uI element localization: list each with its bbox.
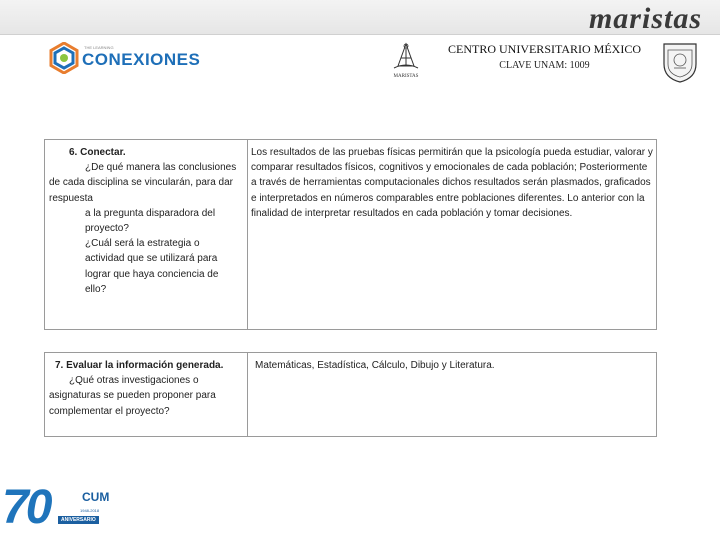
anniversary-label: ANIVERSARIO (58, 516, 99, 524)
connect-heading: 6. Conectar. (69, 147, 126, 158)
column-divider (247, 353, 248, 436)
evaluate-answer: Matemáticas, Estadística, Cálculo, Dibujo y Literatura. (255, 360, 495, 371)
evaluate-question: ¿Qué otras investigaciones o asignaturas se pueden proponer para complementar el proyecto? (49, 375, 216, 417)
anniversary-logo (2, 481, 122, 536)
anniversary-years: 1948-2018 (80, 508, 100, 513)
table-row-evaluate (44, 352, 657, 437)
connect-question-2: a la pregunta disparadora del proyecto? (85, 207, 216, 235)
unam-shield-icon (660, 40, 700, 84)
connect-question-cell (45, 140, 247, 297)
evaluate-heading: 7. Evaluar la información generada. (55, 360, 224, 371)
marist-seal-icon (388, 40, 424, 80)
table-row-connect (44, 139, 657, 330)
evaluate-question-cell (45, 353, 247, 419)
column-divider (247, 140, 248, 329)
institution-code: CLAVE UNAM: 1009 (499, 60, 590, 71)
seal-left-label: MARISTAS (393, 74, 419, 79)
institution-name: CENTRO UNIVERSITARIO MÉXICO (447, 42, 642, 56)
anniversary-initials: CUM (82, 490, 110, 504)
conexiones-title: CONEXIONES (82, 50, 201, 69)
connect-answer: Los resultados de las pruebas físicas permitirán que la psicología pueda estudiar, valorar y comparar resultados físicos, cognitivos y emocionales de cada población; Posteriormente a través de herramientas computacionales dichos resultados serán plasmados, graficados e interpretados en números comparables entre poblaciones diferentes. Lo anterior con la finalidad de interpretar resultados en cada población y tomar decisiones. (251, 147, 653, 219)
header-bar (0, 0, 720, 35)
maristas-logo: maristas (588, 2, 702, 35)
conexiones-logo (48, 40, 201, 80)
anniversary-number: 70 (2, 481, 50, 534)
connect-question-3: ¿Cuál será la estrategia o actividad que se utilizará para lograr que haya conciencia de ello? (85, 238, 219, 295)
conexiones-icon (48, 42, 80, 74)
connect-question-1: ¿De qué manera las conclusiones de cada disciplina se vincularán, para dar respuesta (49, 162, 237, 204)
conexiones-subtitle: THE LEARNING (84, 45, 114, 50)
